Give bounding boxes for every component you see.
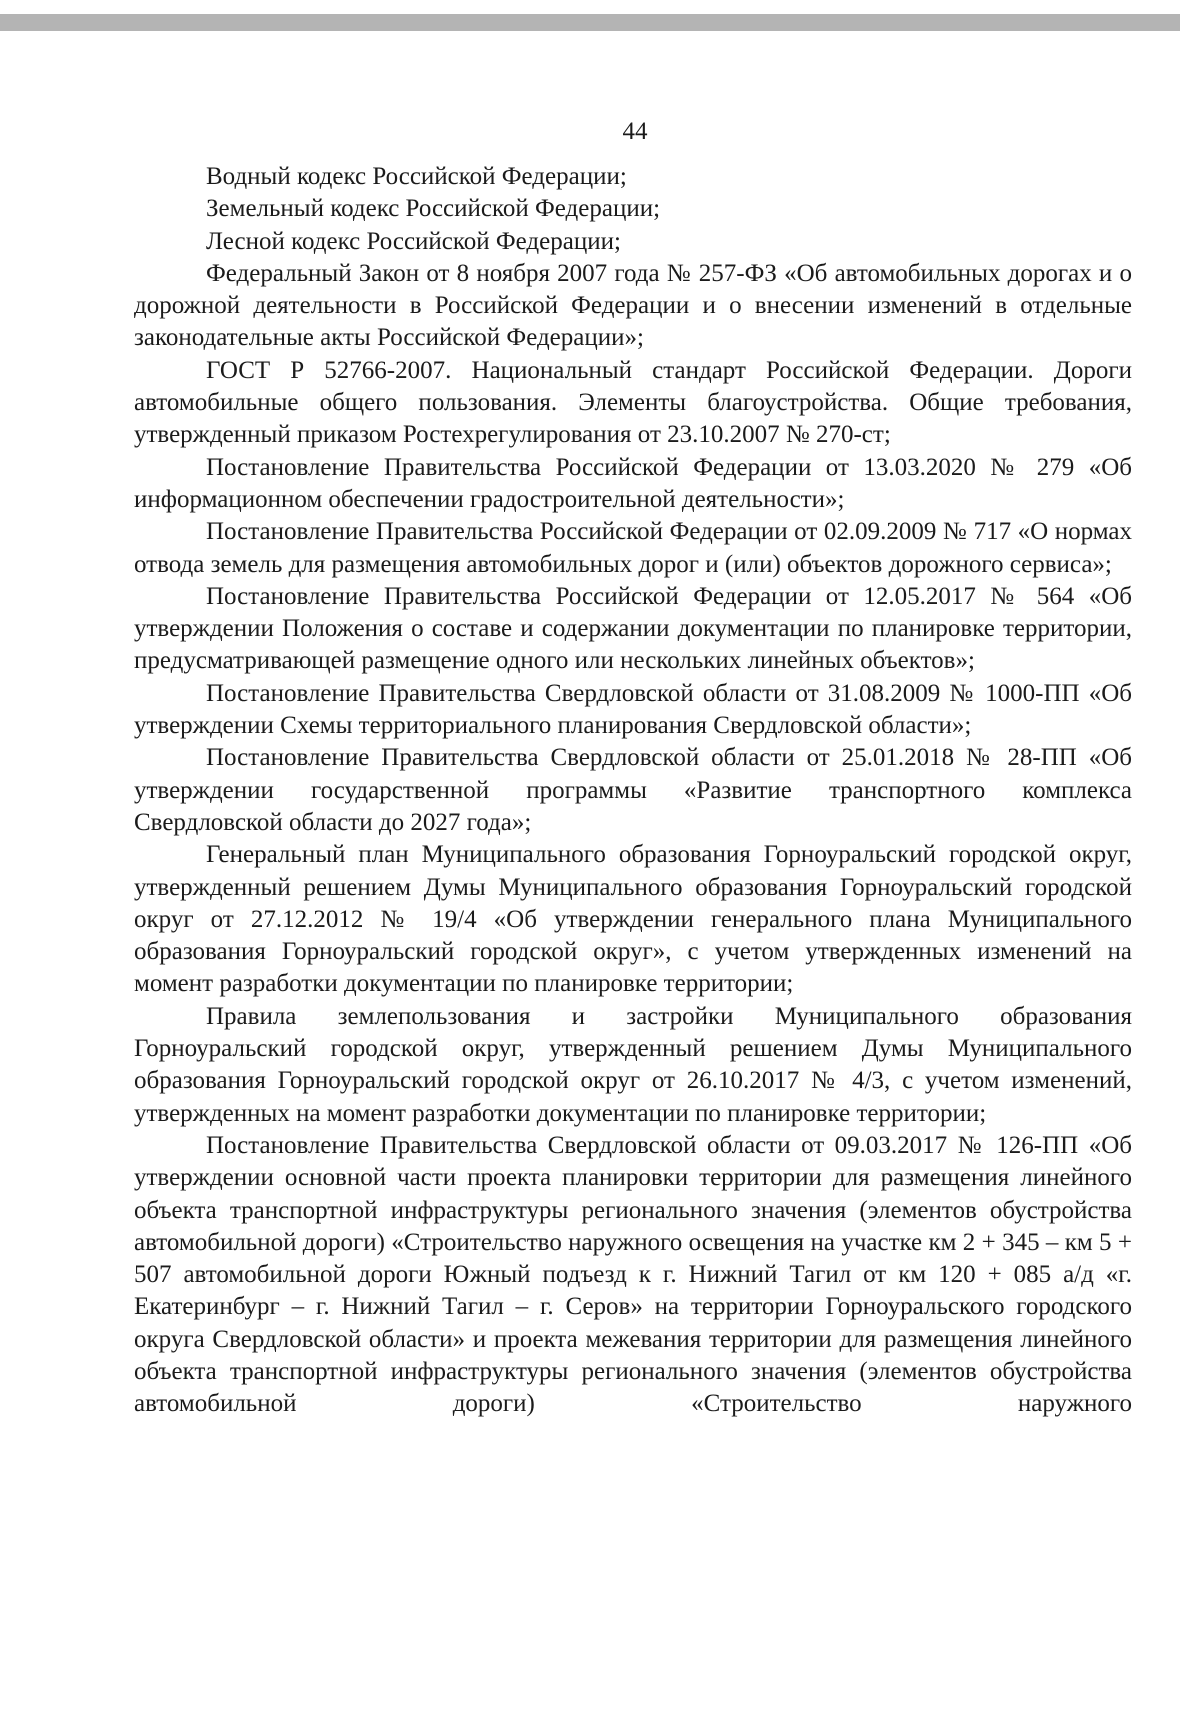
paragraph-decree-279: Постановление Правительства Российской Федерации от 13.03.2020 № 279 «Об информационном обеспечении градостроительной деятельности»; <box>134 453 1132 513</box>
paragraph-general-plan: Генеральный план Муниципального образования Горноуральский городской округ, утвержденный решением Думы Муниципального образования Горноуральский городской округ от 27.12.2012 № 19/4 «Об утверждении генерального плана Муниципального образования Горноуральский городской округ», с учетом утвержденных изменений на момент разработки документации по планировке территории; <box>134 841 1132 998</box>
paragraph-decree-1000-pp: Постановление Правительства Свердловской области от 31.08.2009 № 1000-ПП «Об утверждении Схемы территориального планирования Свердловской области»; <box>134 679 1132 740</box>
paragraph-water-code: Водный кодекс Российской Федерации; <box>206 163 627 190</box>
paragraph-land-use-rules: Правила землепользования и застройки Муниципального образования Горноуральский городской округ, утвержденный решением Думы Муниципального образования Горноуральский городской округ от 26.10.2017 № 4/3, с учетом изменений, утвержденных на момент разработки документации по планировке территории; <box>134 1002 1132 1127</box>
paragraph-decree-564: Постановление Правительства Российской Федерации от 12.05.2017 № 564 «Об утверждении Положения о составе и содержании документации по планировке территории, предусматривающей размещение одного или нескольких линейных объектов»; <box>134 582 1132 675</box>
page-number: 44 <box>622 118 648 145</box>
document-body <box>134 161 1132 1421</box>
paragraph-gost-52766: ГОСТ Р 52766-2007. Национальный стандарт Российской Федерации. Дороги автомобильные общего пользования. Элементы благоустройства. Общие требования, утвержденный приказом Ростехрегулирования от 23.10.2007 № 270-ст; <box>134 356 1132 449</box>
paragraph-decree-28-pp: Постановление Правительства Свердловской области от 25.01.2018 № 28-ПП «Об утверждении государственной программы «Развитие транспортного комплекса Свердловской области до 2027 года»; <box>134 744 1132 836</box>
paragraph-forest-code: Лесной кодекс Российской Федерации; <box>206 227 621 255</box>
paragraph-decree-126-pp: Постановление Правительства Свердловской области от 09.03.2017 № 126-ПП «Об утверждении основной части проекта планировки территории для размещения линейного объекта транспортной инфраструктуры регионального значения (элементов обустройства автомобильной дороги) «Строительство наружного освещения на участке км 2 + 345 – км 5 + 507 автомобильной дороги Южный подъезд к г. Нижний Тагил от км 120 + 085 а/д «г. Екатеринбург – г. Нижний Тагил – г. Серов» на территории Горноуральского городского округа Свердловской области» и проекта межевания территории для размещения линейного объекта транспортной инфраструктуры регионального значения (элементов обустройства автомобильной дороги) «Строительство наружного <box>134 1131 1132 1418</box>
scan-top-border <box>0 14 1180 31</box>
paragraph-federal-law-257: Федеральный Закон от 8 ноября 2007 года № 257-ФЗ «Об автомобильных дорогах и о дорожной деятельности в Российской Федерации и о внесении изменений в отдельные законодательные акты Российской Федерации»; <box>134 259 1132 352</box>
paragraph-decree-717: Постановление Правительства Российской Федерации от 02.09.2009 № 717 «О нормах отвода земель для размещения автомобильных дорог и (или) объектов дорожного сервиса»; <box>134 518 1132 578</box>
paragraph-land-code: Земельный кодекс Российской Федерации; <box>206 195 661 223</box>
